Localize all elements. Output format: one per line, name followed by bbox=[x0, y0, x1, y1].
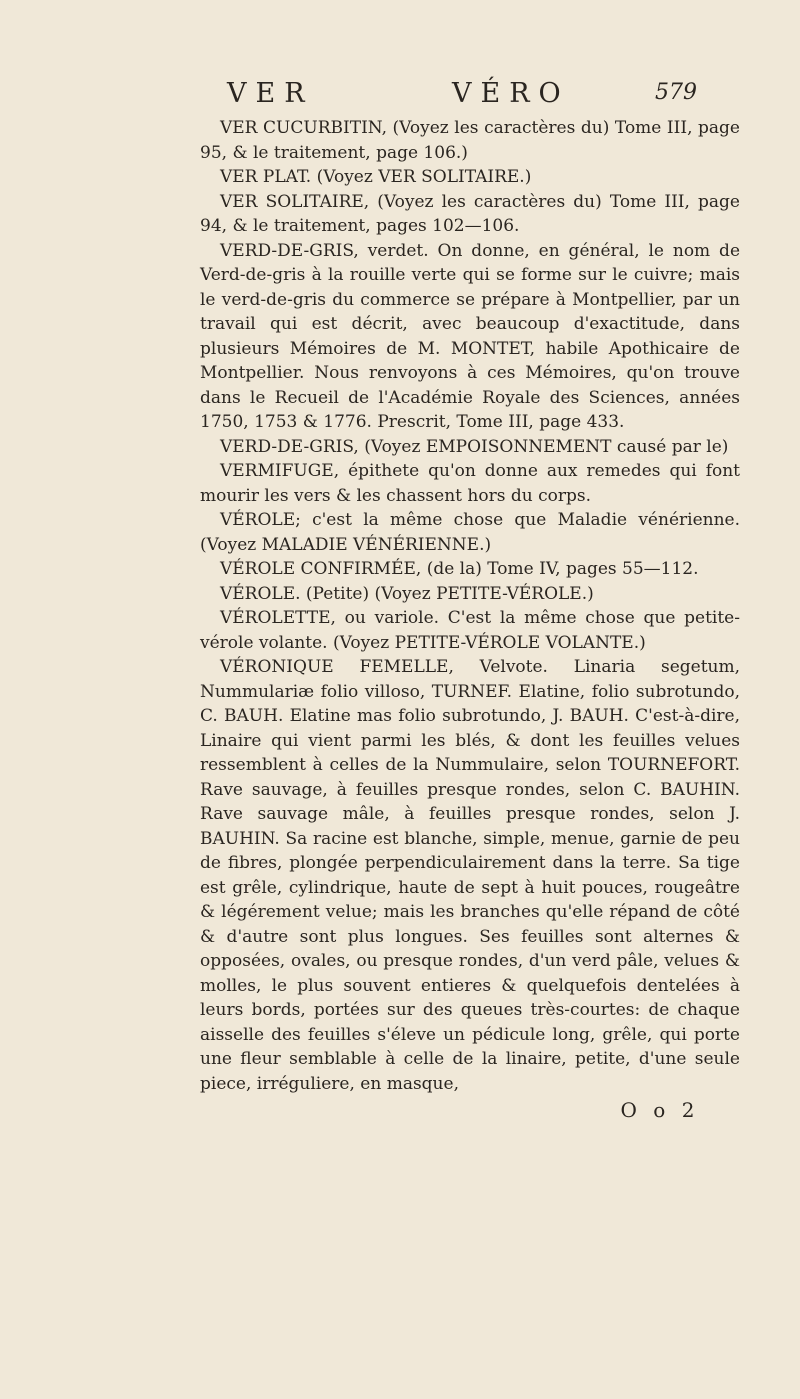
entry-ver-solitaire: VER SOLITAIRE, (Voyez les caractères du) Tome III, page 94, & le traitement, pages 102—106. bbox=[200, 191, 740, 236]
entry-verole: VÉROLE; c'est la même chose que Maladie vénérienne. (Voyez MALADIE VÉNÉRIENNE.) bbox=[200, 510, 740, 555]
entry-petite-verole: VÉROLE. (Petite) (Voyez PETITE-VÉROLE.) bbox=[220, 583, 594, 604]
entry-ver-cucurbitin: VER CUCURBITIN, (Voyez les caractères du) Tome III, page 95, & le traitement, page 106.) bbox=[200, 118, 740, 163]
signature-mark: O o 2 bbox=[620, 1098, 700, 1122]
page-body bbox=[200, 116, 740, 1122]
entry-ver-plat: VER PLAT. (Voyez VER SOLITAIRE.) bbox=[220, 167, 532, 187]
entry-veronique-femelle: VÉRONIQUE FEMELLE, Velvote. Linaria segetum, Nummulariæ folio villoso, TURNEF. Elatine, folio subrotundo, C. BAUH. Elatine mas folio subrotundo, J. BAUH. C'est-à-dire, Linaire qui vient parmi les blés, & dont les feuilles velues ressemblent à celles de la Nummulaire, selon TOURNEFORT. Rave sauvage, à feuilles presque rondes, selon C. BAUHIN. Rave sauvage mâle, à feuilles presque rondes, selon J. BAUHIN. Sa racine est blanche, simple, menue, garnie de peu de fibres, plongée perpendiculairement dans la terre. Sa tige est grêle, cylindrique, haute de sept à huit pouces, rougeâtre & légérement velue; mais les branches qu'elle répand de côté & d'autre sont plus longues. Ses feuilles sont alternes & opposées, ovales, ou presque rondes, d'un verd pâle, velues & molles, le plus souvent entieres & quelquefois dentelées à leurs bords, portées sur des queues très-courtes: de chaque aisselle des feuilles s'éleve un pédicule long, grêle, qui porte une fleur semblable à celle de la linaire, petite, d'une seule piece, irréguliere, en masque, bbox=[200, 657, 740, 1094]
entry-vermifuge: VERMIFUGE, épithete qu'on donne aux remedes qui font mourir les vers & les chassent hors du corps. bbox=[200, 461, 740, 506]
running-header bbox=[0, 78, 800, 112]
entry-verd-de-gris-empoisonnement: VERD-DE-GRIS, (Voyez EMPOISONNEMENT causé par le) bbox=[220, 436, 729, 457]
page-number: 579 bbox=[655, 80, 697, 105]
entry-verolette: VÉROLETTE, ou variole. C'est la même chose que petite-vérole volante. (Voyez PETITE-VÉROLE VOLANTE.) bbox=[200, 608, 740, 653]
entry-verole-confirmee: VÉROLE CONFIRMÉE, (de la) Tome IV, pages 55—112. bbox=[220, 559, 699, 579]
header-center: VÉRO bbox=[452, 78, 570, 109]
entry-verd-de-gris: VERD-DE-GRIS, verdet. On donne, en général, le nom de Verd-de-gris à la rouille verte qui se forme sur le cuivre; mais le verd-de-gris du commerce se prépare à Montpellier, par un travail qui est décrit, avec beaucoup d'exactitude, dans plusieurs Mémoires de M. MONTET, habile Apothicaire de Montpellier. Nous renvoyons à ces Mémoires, qu'on trouve dans le Recueil de l'Académie Royale des Sciences, années 1750, 1753 & 1776. Prescrit, Tome III, page 433. bbox=[200, 240, 740, 432]
header-left: VER bbox=[227, 78, 314, 109]
